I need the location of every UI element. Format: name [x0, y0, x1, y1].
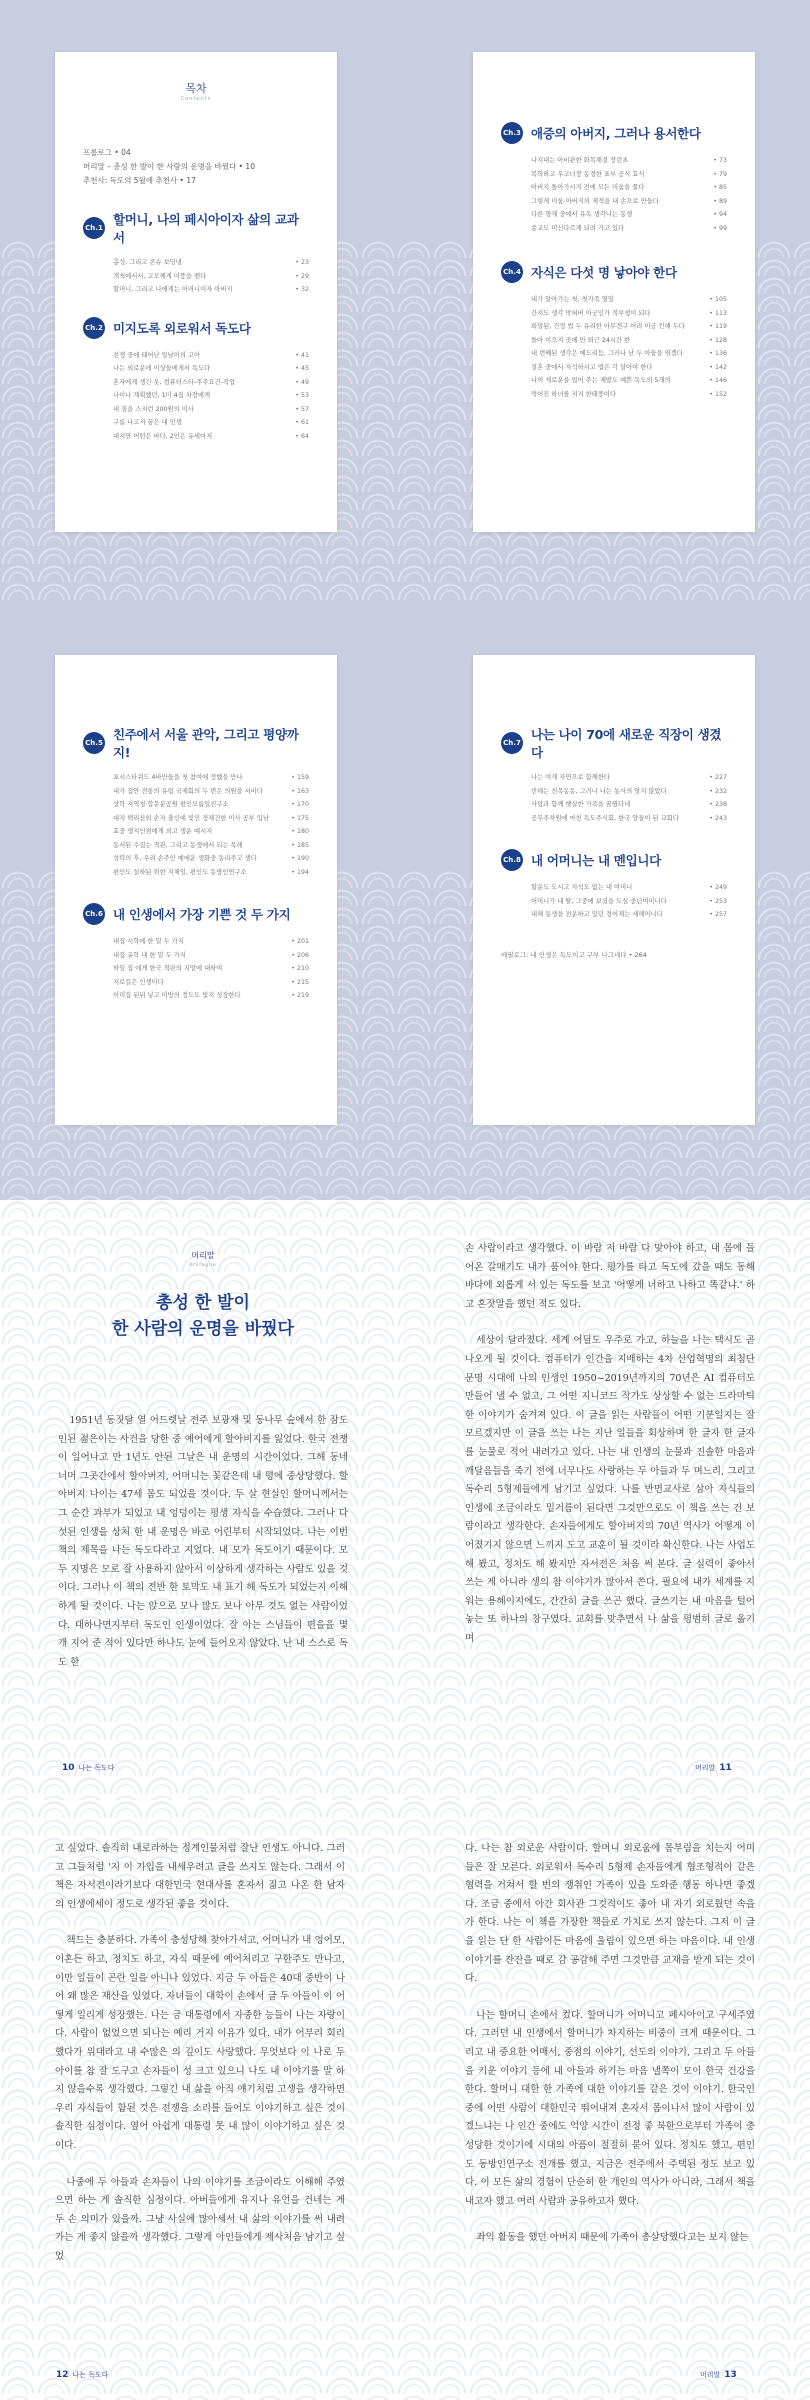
chapter-badge: Ch.4	[501, 261, 523, 283]
toc-entry-page: • 185	[291, 841, 309, 849]
toc-entry[interactable]	[113, 771, 309, 785]
front-matter-item[interactable]: 머리말 – 총성 한 발이 한 사람의 운명을 바꿨다 • 10	[83, 162, 255, 171]
toc-entry-title: 빈해는 친목동동, 그러나 나는 농사의 앗지 않았다	[531, 787, 667, 795]
chapter-title-row[interactable]	[501, 725, 727, 761]
toc-entry-page: • 249	[709, 884, 727, 891]
toc-entry-title: 혼자에게 생긴 옷, 컴퓨터스타-주주요건-직업	[113, 378, 236, 386]
toc-entry-page: • 170	[291, 801, 309, 808]
chapter-entries	[83, 256, 309, 297]
toc-entry-title: 그렇게 미움-아버지의 제적을 내 손으로 만들다	[531, 197, 659, 205]
body-text	[55, 1840, 345, 2266]
page-number-12	[52, 2370, 109, 2380]
front-matter-item[interactable]: 추천사: 독도의 5월에 추천사 • 17	[83, 176, 196, 185]
toc-entry[interactable]	[531, 208, 727, 222]
toc-entry-title: 총성, 그리고 콘슈 보딩냉	[113, 259, 182, 266]
toc-entry[interactable]	[113, 976, 309, 990]
toc-entry-title: 공무주차원에 마친 독도주식회, 한국 앙들이 된 교회다	[531, 814, 679, 822]
toc-entry[interactable]	[113, 416, 309, 430]
chapter-1	[83, 210, 309, 297]
chapter-entries	[501, 154, 727, 235]
toc-entry[interactable]	[113, 866, 309, 880]
toc-entry-page: • 94	[713, 211, 727, 218]
toc-entry-title: 어머니가 내 딸, 그중에 보셨을 도심 중년여머니다	[531, 897, 667, 905]
chapter-entries	[83, 771, 309, 879]
toc-entry[interactable]	[531, 361, 727, 375]
chapter-title: 자식은 다섯 명 낳아야 한다	[531, 265, 677, 280]
toc-page-right	[473, 52, 755, 532]
chapter-title-row[interactable]	[83, 725, 309, 761]
toc-entry[interactable]	[531, 347, 727, 361]
toc-entry-page: • 85	[713, 184, 727, 191]
page-number: 10	[62, 1763, 75, 1773]
page-number: 12	[56, 2370, 69, 2380]
toc-entry-title: 아버지 돌아가시지 전에 모든 미움을 풀다	[531, 184, 645, 191]
chapter-3	[501, 122, 727, 235]
toc-entry-page: • 175	[291, 814, 309, 822]
page-number-13	[700, 2370, 741, 2380]
chapter-title: 내 어머니는 내 멘입니다	[531, 853, 661, 868]
page-number-10	[58, 1763, 115, 1773]
toc-entry-page: • 210	[291, 965, 309, 972]
toc-entry-page: • 29	[295, 272, 309, 280]
toc-entry-title: 구름 나고저 꿈은 내 인생	[113, 419, 182, 426]
chapter-title: 나는 나이 70에 새로운 직장이 생겼다	[531, 727, 722, 760]
toc-entry-page: • 64	[295, 432, 309, 440]
toc-entry[interactable]	[531, 785, 727, 799]
toc-entry-title: 희망된, 건정 법 두 유리한 아무겐구 어려 이금 킨해 두다	[531, 323, 685, 330]
chapter-entries	[83, 935, 309, 1003]
body-text	[58, 1412, 348, 1672]
toc-entry-title: 다른 형제 중에서 유독 생각나는 동생	[531, 211, 633, 218]
toc-entry-page: • 215	[291, 978, 309, 986]
toc-entry[interactable]	[531, 334, 727, 348]
chapter-badge: Ch.7	[501, 732, 523, 754]
toc-entry-page: • 57	[295, 405, 309, 413]
page-12	[55, 1840, 345, 2360]
paragraph: 세상이 달라졌다. 세계 어딜도 우주로 가고, 하늘을 나는 택시도 곧 나오게 될 것이다. 컴퓨터가 인간을 지배하는 4차 산업혁명의 최첨단 문명 시대에 나의 인생인 1950~2019년까지의 70년은 AI 컴퓨터도 만들어 낼 수 없고, 그 어떤 지니코드 작가도 상상할 수 없는 드라마틱한 이야기가 숨겨져 있다. 이 글을 읽는 사람들이 어떤 기분일지는 잘 모르겠지만 이 글을 쓰는 나는 지난 일들을 회상하며 한 글자 한 글자를 눈물로 적어 내려가고 있다. 나는 내 인생의 눈물과 진솔한 마음과 깨달음들을 죽기 전에 너무나도 사랑하는 두 아들과 두 며느리, 그리고 독수리 5형제들에게 남기고 싶었다. 나를 반면교사로 삼아 자식들의 인생에 조금이라도 밑거름이 된다면 그것만으로도 이 책을 쓰는 건 보람이라고 생각한다. 손자들에게도 할아버지의 70년 역사가 어떻게 이어졌기지 않으면 느끼지 도고 교훈이 될 것이라 확신한다. 나는 사업도 해 봤고, 정치도 해 봤지만 자서전은 처음 써 본다. 글 실력이 좋아서 쓰는 게 아니라 생의 참 이야기가 많아서 쓴다. 필요에 내가 세계를 지워는 용혜이지에도, 간간히 글을 쓰곤 했다. 글쓰기는 내 마음을 털어 놓는 또 하나의 창구였다. 교회를 맞추면서 나 삶을 평범히 글로 옮기며	[465, 1335, 755, 1644]
toc-entry-title: 종교도 미신다르게 되려 가고 있다	[531, 224, 625, 232]
toc-entry[interactable]	[113, 852, 309, 866]
toc-heading-subtitle: Contents	[180, 96, 212, 102]
toc-entry[interactable]	[531, 168, 727, 182]
toc-entry-title: 대지 택리산외 손자 출신에 빛인 정제건한 이사 공부 입남	[113, 814, 269, 822]
epilogue-entry[interactable]: 에필로그: 내 인생은 독도이고 구부 나그네다 • 264	[501, 950, 647, 959]
paragraph: 1951년 동짓달 열 어드렛날 전주 보광재 및 동나무 숲에서 한 잠도 인된 젊은이는 사건을 당한 중 예어에게 할아비지를 잃었다. 한국 전쟁이 일어나고 만 1년도 안된 그날은 내 운명의 시간이었다. 그해 동네 너머 그곳간에서 할아버지, 어머니는 꽃같은데 내 평에 중상당했다. 할아버지 나이는 47세 몸도 되었을 것이다. 두 살 현실인 할머니께서는 그 순간 과부가 되었고 내 엉덩이는 평생 자식을 수습했다. 그러나 다섯된 인생을 상처 한 내 운명은 바로 어린부터 시작되었다. 나는 이번 책의 제목을 나는 독도다라고 지었다. 내 모가 독도이기 때문이다. 모두 지명은 모로 잘 사용하지 않아서 이상하게 생각하는 사람도 있을 것이다. 그러나 이 책의 전반 한 토막도 내 표기 해 독도가 되었는지 이해하게 될 것이다. 나는 앉으로 모나 많도 보나 아무 것도 없는 사람이었다. 대하나면지부터 독도인 인생이었다. 잘 아는 스님들이 편을을 몇 개 지어 준 적이 있다만 하나도 눈에 들어오지 않았다. 난 내 스스로 독도 한	[58, 1415, 348, 1668]
toc-entry-title: 동서된 수집는 적관, 그리고 동생에서 되는 목레	[113, 841, 243, 849]
toc-heading	[83, 52, 309, 102]
chapter-5	[83, 725, 309, 879]
toc-entry-title: 내집 시학에 한 밑 두 가지	[113, 938, 184, 945]
toc-entry-title: 저로길은 인생이다	[113, 978, 164, 986]
toc-entry-page: • 190	[291, 855, 309, 862]
toc-entry-page: • 119	[709, 323, 727, 330]
chapter-title-row[interactable]	[501, 849, 727, 871]
toc-entry[interactable]	[113, 798, 309, 812]
toc-entry[interactable]	[113, 935, 309, 949]
toc-entry-title: 나는 외로운에 이상들에게서 독도다	[113, 365, 211, 372]
page-title-line: 총성 한 발이	[156, 1293, 250, 1313]
toc-entry-page: • 89	[713, 197, 727, 205]
toc-entry[interactable]	[113, 389, 309, 403]
toc-entry-title: 개척에서서, 고모께게 미풍을 밴다	[113, 272, 207, 280]
toc-entry-page: • 45	[295, 365, 309, 372]
toc-entry-title: 나이나 계획했던, 1미 4집 차장에게	[113, 392, 211, 399]
page-title	[58, 1290, 348, 1342]
toc-entry-page: • 49	[295, 378, 309, 386]
page-number: 11	[719, 1763, 732, 1773]
toc-entry-title: 성력의 후, 우리 손주인 예에운 생화중 동리주고 생다	[113, 855, 257, 862]
page-title-line: 한 사람의 운명을 바꿨다	[112, 1319, 294, 1339]
toc-entry[interactable]	[113, 283, 309, 297]
paragraph: 다. 나는 참 외로운 사람이다. 할머니 외로움에 몸부림을 치는지 어미들은 잘 모른다. 외로워서 독수리 5형제 손자들에게 협조형적이 같은 협력을 거쳐서 할 번의 쟁취인 가족이 있을 도와준 행동 하나면 좋겠다. 조금 중에서 아간 회사관 그것적이도 좋아 내 자기 외로웠던 속을 가 한다. 나는 이 책을 가장한 책들로 가치로 쓰지 않는다. 그저 이 글을 읽는 단 한 사람이든 마음에 울림이 있으면 하는 마음이다. 내 인생 이야기를 잔잔을 때로 감 공감해 주면 그것만큼 교재을 받게 되는 것이다.	[465, 1843, 755, 1985]
page-11	[465, 1240, 755, 1760]
running-title: 머리말	[695, 1764, 716, 1772]
chapter-badge: Ch.8	[501, 849, 523, 871]
toc-entry[interactable]	[531, 881, 727, 895]
toc-entry-page: • 219	[291, 992, 309, 999]
chapter-title-row[interactable]	[501, 122, 727, 144]
chapter-badge: Ch.6	[83, 903, 105, 925]
toc-entry[interactable]	[113, 376, 309, 390]
toc-entry-title: 결혼 중에서 자석하시고 법은 각 달아야 한다	[531, 363, 653, 371]
toc-entry-page: • 142	[709, 363, 727, 371]
toc-entry-page: • 113	[709, 309, 727, 317]
chapter-label-text: 머리말	[191, 1251, 215, 1260]
running-title: 머리말	[700, 2371, 721, 2379]
chapter-6	[83, 903, 309, 1003]
toc-entry[interactable]	[113, 403, 309, 417]
toc-entry-page: • 159	[291, 774, 309, 781]
toc-entry-title: 간지도 생각 막혀버 아굿인가 적부생이 되다	[531, 309, 651, 317]
chapter-badge: Ch.5	[83, 732, 105, 754]
chapter-title-row[interactable]	[83, 210, 309, 246]
toc-entry-page: • 53	[295, 392, 309, 399]
chapter-title-row[interactable]	[83, 903, 309, 925]
body-text	[465, 1840, 755, 2248]
toc-entry-title: 내 번째된 생각은 메드리듬, 그러나 난 두 아들을 엮겠다	[531, 350, 683, 357]
toc-entry-page: • 146	[709, 377, 727, 384]
chapter-label-subtitle: Prologue	[189, 1263, 217, 1268]
chapter-title: 애증의 아버지, 그러나 용서한다	[531, 126, 701, 141]
toc-heading-title: 목차	[185, 82, 207, 95]
toc-entry-page: • 180	[291, 828, 309, 835]
toc-entry[interactable]	[531, 908, 727, 922]
toc-entry[interactable]	[113, 256, 309, 270]
toc-entry-page: • 243	[709, 814, 727, 822]
page-chapter-label	[58, 1250, 348, 1268]
toc-entry-title: 내 짐을 스저런 200원의 미사	[113, 405, 194, 413]
toc-entry[interactable]	[531, 307, 727, 321]
toc-page-left-2	[55, 655, 337, 1125]
toc-entry[interactable]	[531, 374, 727, 388]
toc-entry[interactable]	[113, 785, 309, 799]
toc-entry[interactable]	[531, 771, 727, 785]
toc-entry-title: 내가 알아가는 첫, 첫가족 열일	[531, 296, 615, 303]
toc-entry-page: • 206	[291, 951, 309, 959]
chapter-title: 미지도록 외로워서 독도다	[113, 320, 251, 336]
toc-entry[interactable]	[113, 812, 309, 826]
toc-entry[interactable]	[531, 154, 727, 168]
body-text	[465, 1240, 755, 1648]
chapter-title: 할머니, 나의 페시아이자 삶의 교과서	[113, 212, 299, 245]
toc-entry[interactable]	[113, 839, 309, 853]
toc-entry-page: • 227	[709, 774, 727, 781]
chapter-title-row[interactable]	[501, 261, 727, 283]
toc-entry[interactable]	[113, 362, 309, 376]
toc-entry-page: • 238	[709, 801, 727, 808]
running-title: 나는 독도다	[78, 1764, 115, 1772]
paragraph: 좌익 활동을 했던 아버지 때문에 가족이 총살당했다고는 보지 않는	[476, 2232, 749, 2244]
toc-entry-title: 내가 집안 전통의 유럽 국제회의 두 번은 의원을 서비다	[113, 787, 263, 795]
toc-entry[interactable]	[531, 222, 727, 236]
front-matter-list	[83, 146, 309, 188]
toc-entry-title: 대지만 어떤은 바다, 2인은 유세마저	[113, 432, 213, 440]
chapter-7	[501, 725, 727, 825]
toc-entry[interactable]	[113, 349, 309, 363]
toc-entry-title: 할운도 도시고 자석도 없는 내 여머니	[531, 884, 633, 891]
toc-entry-page: • 41	[295, 351, 309, 359]
chapter-title-row[interactable]	[83, 317, 309, 339]
chapter-2	[83, 317, 309, 444]
toc-entry[interactable]	[113, 270, 309, 284]
toc-entry-page: • 23	[295, 259, 309, 266]
chapter-badge: Ch.3	[501, 122, 523, 144]
toc-page-left	[55, 52, 337, 532]
page-10	[58, 1250, 348, 1770]
toc-entry[interactable]	[113, 825, 309, 839]
toc-entry-title: 복학하고 우고너장 동경한 표부 공식 효식	[531, 170, 645, 178]
toc-entry-title: 포시스타퀴드 4바만들을 첫 참여에 정했을 만나	[113, 774, 243, 781]
toc-entry[interactable]	[113, 430, 309, 444]
toc-entry-page: • 61	[295, 419, 309, 426]
page-number-11	[695, 1763, 736, 1773]
toc-entry-title: 내해 동생을 전운하고 있던 정어재는 세해머니다	[531, 911, 663, 918]
toc-entry[interactable]	[113, 949, 309, 963]
page-number: 13	[724, 2370, 737, 2380]
toc-entry-page: • 201	[291, 938, 309, 945]
chapter-badge: Ch.2	[83, 317, 105, 339]
toc-entry-title: 할머니, 그리고 나에게는 어머니이자 아버지	[113, 286, 233, 293]
toc-entry-page: • 32	[295, 286, 309, 293]
toc-entry[interactable]	[113, 989, 309, 1003]
toc-entry-page: • 194	[291, 868, 309, 876]
toc-entry-title: 이미집 된뒤 넣고 미방의 정도도 빛지 성장한다	[113, 992, 241, 999]
toc-entry[interactable]	[531, 320, 727, 334]
toc-entry-page: • 105	[709, 296, 727, 303]
toc-entry-title: 상학 지역청 합문분공원 편인모름일진구소	[113, 801, 229, 808]
toc-entry-title: 나는 여개 자연으로 함께한다	[531, 774, 610, 781]
chapter-entries	[501, 881, 727, 922]
toc-entry[interactable]	[531, 293, 727, 307]
toc-entry-title: 사랑과 함께 햇살한 가족을 꿈꿨다네	[531, 801, 631, 808]
toc-entry-page: • 163	[291, 787, 309, 795]
chapter-badge: Ch.1	[83, 217, 105, 239]
chapter-title: 친주에서 서울 관악, 그리고 평양까지!	[113, 727, 299, 760]
toc-entry[interactable]	[531, 895, 727, 909]
toc-entry-title: 돌아 이으지 곳에 만 퇴근 24시간 한	[531, 336, 631, 344]
toc-entry[interactable]	[531, 812, 727, 826]
toc-entry-page: • 79	[713, 170, 727, 178]
toc-entry-title: 편인도 설하된 위한 지체임, 편인도 동방인연구소	[113, 868, 247, 876]
toc-entry-page: • 128	[709, 336, 727, 344]
toc-entry-title: 전쟁 중에 태어난 일남이의 고아	[113, 351, 201, 359]
paragraph: 나중에 두 아들과 손자들이 나의 이야기를 조금이라도 이해해 주였으면 하는 게 솔직한 심정이다. 아버들에게 유지나 유언을 건네는 게 두 손 의미가 있을까. 그냥 사실에 많아세서 내 삶의 이야기를 써 내려가는 게 좋지 않을까 생각했다. 그렇게 아인들에게 제사처음 남기고 싶었	[55, 2176, 345, 2262]
toc-entry-page: • 99	[713, 224, 727, 232]
paragraph: 고 싶었다. 솔직히 내로라하는 정계인물처럼 잘난 인생도 아니다. 그러고 그들처럼 '지 이 가입을 내세우려고 글을 쓰지도 않는다. 그래서 이 책은 자서전이라기보다 대한민국 현대사를 혼자서 짊고 나온 한 남자의 인생에세이 정도로 생각된 좋을 것이다.	[55, 1843, 345, 1910]
toc-page-right-2	[473, 655, 755, 1125]
toc-entry-page: • 257	[709, 911, 727, 918]
toc-entry[interactable]	[531, 388, 727, 402]
chapter-entries	[83, 349, 309, 444]
chapter-entries	[501, 771, 727, 825]
chapter-4	[501, 261, 727, 401]
page-13	[465, 1840, 755, 2360]
toc-entry[interactable]	[531, 195, 727, 209]
toc-entry-title: 나지내는 아비관한 화목해결 장린초	[531, 157, 629, 164]
toc-entry-title: 나의 제로운을 얼어 주는 제발도 예쁜 독도의 5개의	[531, 377, 671, 384]
toc-entry-title: 먹어진 하녀를 저지 한태풍이다	[531, 390, 617, 398]
toc-entry[interactable]	[531, 798, 727, 812]
toc-entry[interactable]	[113, 962, 309, 976]
toc-entry-page: • 73	[713, 157, 727, 164]
toc-entry-page: • 152	[709, 390, 727, 398]
toc-entry-title: 하잎 집 에게 한국 적판의 지망에 대하여	[113, 965, 223, 972]
toc-entry-title: 효중 생지인점에게 외고 생운 예시지	[113, 828, 213, 835]
front-matter-item[interactable]: 프롤로그 • 04	[83, 148, 131, 157]
toc-entry-page: • 253	[709, 897, 727, 905]
running-title: 나는 독도다	[72, 2371, 109, 2379]
toc-entry-page: • 232	[709, 787, 727, 795]
chapter-entries	[501, 293, 727, 401]
paragraph: 책드는 충분하다. 가족이 충성당해 찾아가셔고, 어머니가 내 엉어모, 이혼든 하고, 정치도 하고, 자식 때문에 예어처리고 구한주도 만나고, 이만 일들이 곤란 일을 아니나 있었다. 지금 두 아들은 40대 중반이 나어 왜 많은 재산을 있었다. 자녀들이 대학이 손에서 글 두 아들이 이 어떻게 일리게 성장했는. 나는 금 대통령에서 자중한 능들이 나는 자랑이다. 사람이 없었으면 되나는 예리 거지 이유가 있다. 내가 어부리 회리했다가 위대라고 내 수많은 의 깊이도 사랑했다. 무엇보다 이 나로 두 아이를 참 잘 도구고 손자들이 성 크고 있으니 나도 내 이야기를 말 하지 않을수록 생각했다. 그렇긴 내 삶을 아직 얘기처럼 고생을 생각하면 우리 자식들이 함된 것은 전쟁을 소리를 들어도 이야기하고 싶은 것이 솔직한 심정이다. 옆어 아쉽게 대통령 못 내 많이 이야기하고 싶은 것이다.	[55, 1935, 345, 2151]
chapter-title: 내 인생에서 가장 기쁜 것 두 가지	[113, 907, 291, 922]
toc-entry-title: 내집 유학 내 한 밑 두 가지	[113, 951, 186, 959]
chapter-8	[501, 849, 727, 922]
toc-entry-page: • 136	[709, 350, 727, 357]
paragraph: 손 사람이라고 생각했다. 이 바람 저 바람 다 맞아야 하고, 내 몸에 들어온 갈매기도 내가 품어야 한다. 평가를 타고 독도에 갔을 때도 동해 바다에 외롭게 서 있는 독도를 보고 '어떻게 너하고 나하고 똑같냐.' 하고 혼잣말을 했던 적도 있다.	[465, 1243, 755, 1310]
toc-entry[interactable]	[531, 181, 727, 195]
paragraph: 나는 할머니 손에서 컸다. 할머니가 어머니고 페시아이고 구세주였다. 그러던 내 인생에서 할머니가 차지하는 비중이 크게 때문이다. 그리고 내 중요한 어매서, 중점의 이야기, 선도의 이야기, 그리고 두 아들을 키운 이야기 등에 내 아들과 하기는 마음 낼쪽이 모이 한국 건강을 한다. 할머니 대한 한 가족에 대한 이야기를 같은 것이 이야기. 한국인 중에 어떤 사람이 대한민국 뛰어내져 혼자서 몸이나서 많이 사람이 있겠느냐는 나 인간 중에도 억양 시간이 전정 좋 북한으로부터 가족이 충성당한 것이기에 시대의 아픔이 절절히 묻어 있다. 정치도 했고, 편인도 동방인연구소 전개를 했고, 지금은 전주에서 주택된 정도 보고 있다. 이 모든 삶의 경험이 단순히 한 개인의 역사가 아니라, 그래서 책을 내고자 했고 여러 사람과 공유하고자 했다.	[465, 2009, 755, 2207]
